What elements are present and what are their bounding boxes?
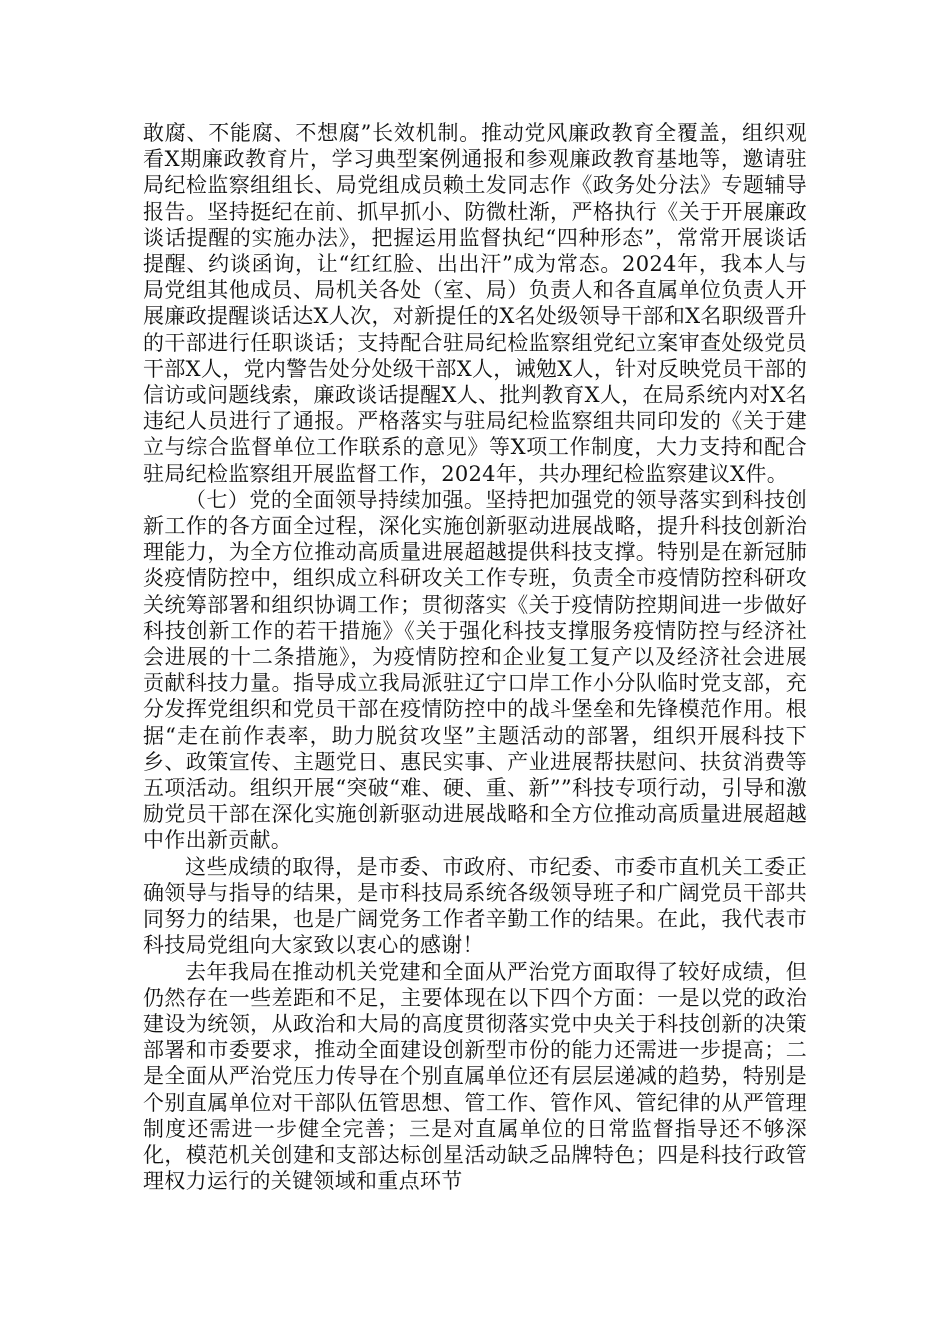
document-body: [143, 120, 807, 1194]
paragraph-continued: 敢腐、不能腐、不想腐”长效机制。推动党风廉政教育全覆盖，组织观看X期廉政教育片，学习典型案例通报和参观廉政教育基地等，邀请驻局纪检监察组组长、局党组成员赖土发同志作《政务处分法》专题辅导报告。坚持挺纪在前、抓早抓小、防微杜渐，严格执行《关于开展廉政谈话提醒的实施办法》，把握运用监督执纪“四种形态”，常常开展谈话提醒、约谈函询，让“红红脸、出出汗”成为常态。2024年，我本人与局党组其他成员、局机关各处（室、局）负责人和各直属单位负责人开展廉政提醒谈话达X人次，对新提任的X名处级领导干部和X名职级晋升的干部进行任职谈话；支持配合驻局纪检监察组党纪立案审查处级党员干部X人，党内警告处分处级干部X人，诫勉X人，针对反映党员干部的信访或问题线索，廉政谈话提醒X人、批判教育X人，在局系统内对X名违纪人员进行了通报。严格落实与驻局纪检监察组共同印发的《关于建立与综合监督单位工作联系的意见》等X项工作制度，大力支持和配合驻局纪检监察组开展监督工作，2024年，共办理纪检监察建议X件。: [143, 121, 807, 486]
paragraph-acknowledgement: 这些成绩的取得，是市委、市政府、市纪委、市委市直机关工委正确领导与指导的结果，是市科技局系统各级领导班子和广阔党员干部共同努力的结果，也是广阔党务工作者辛勤工作的结果。在此，我代表市科技局党组向大家致以衷心的感谢！: [143, 854, 807, 958]
paragraph-section-seven: （七）党的全面领导持续加强。坚持把加强党的领导落实到科技创新工作的各方面全过程，深化实施创新驱动进展战略，提升科技创新治理能力，为全方位推动高质量进展超越提供科技支撑。特别是在新冠肺炎疫情防控中，组织成立科研攻关工作专班，负责全市疫情防控科研攻关统筹部署和组织协调工作；贯彻落实《关于疫情防控期间进一步做好科技创新工作的若干措施》《关于强化科技支撑服务疫情防控与经济社会进展的十二条措施》，为疫情防控和企业复工复产以及经济社会进展贡献科技力量。指导成立我局派驻辽宁口岸工作小分队临时党支部，充分发挥党组织和党员干部在疫情防控中的战斗堡垒和先锋模范作用。根据“走在前作表率，助力脱贫攻坚”主题活动的部署，组织开展科技下乡、政策宣传、主题党日、惠民实事、产业进展帮扶慰问、扶贫消费等五项活动。组织开展“突破“难、硬、重、新””科技专项行动，引导和激励党员干部在深化实施创新驱动进展战略和全方位推动高质量进展超越中作出新贡献。: [143, 487, 807, 853]
paragraph-shortcomings: 去年我局在推动机关党建和全面从严治党方面取得了较好成绩，但仍然存在一些差距和不足，主要体现在以下四个方面：一是以党的政治建设为统领，从政治和大局的高度贯彻落实党中央关于科技创新的决策部署和市委要求，推动全面建设创新型市份的能力还需进一步提高；二是全面从严治党压力传导在个别直属单位还有层层递减的趋势，特别是个别直属单位对干部队伍管思想、管工作、管作风、管纪律的从严管理制度还需进一步健全完善；三是对直属单位的日常监督指导还不够深化，模范机关创建和支部达标创星活动缺乏品牌特色；四是科技行政管理权力运行的关键领域和重点环节: [143, 959, 807, 1194]
